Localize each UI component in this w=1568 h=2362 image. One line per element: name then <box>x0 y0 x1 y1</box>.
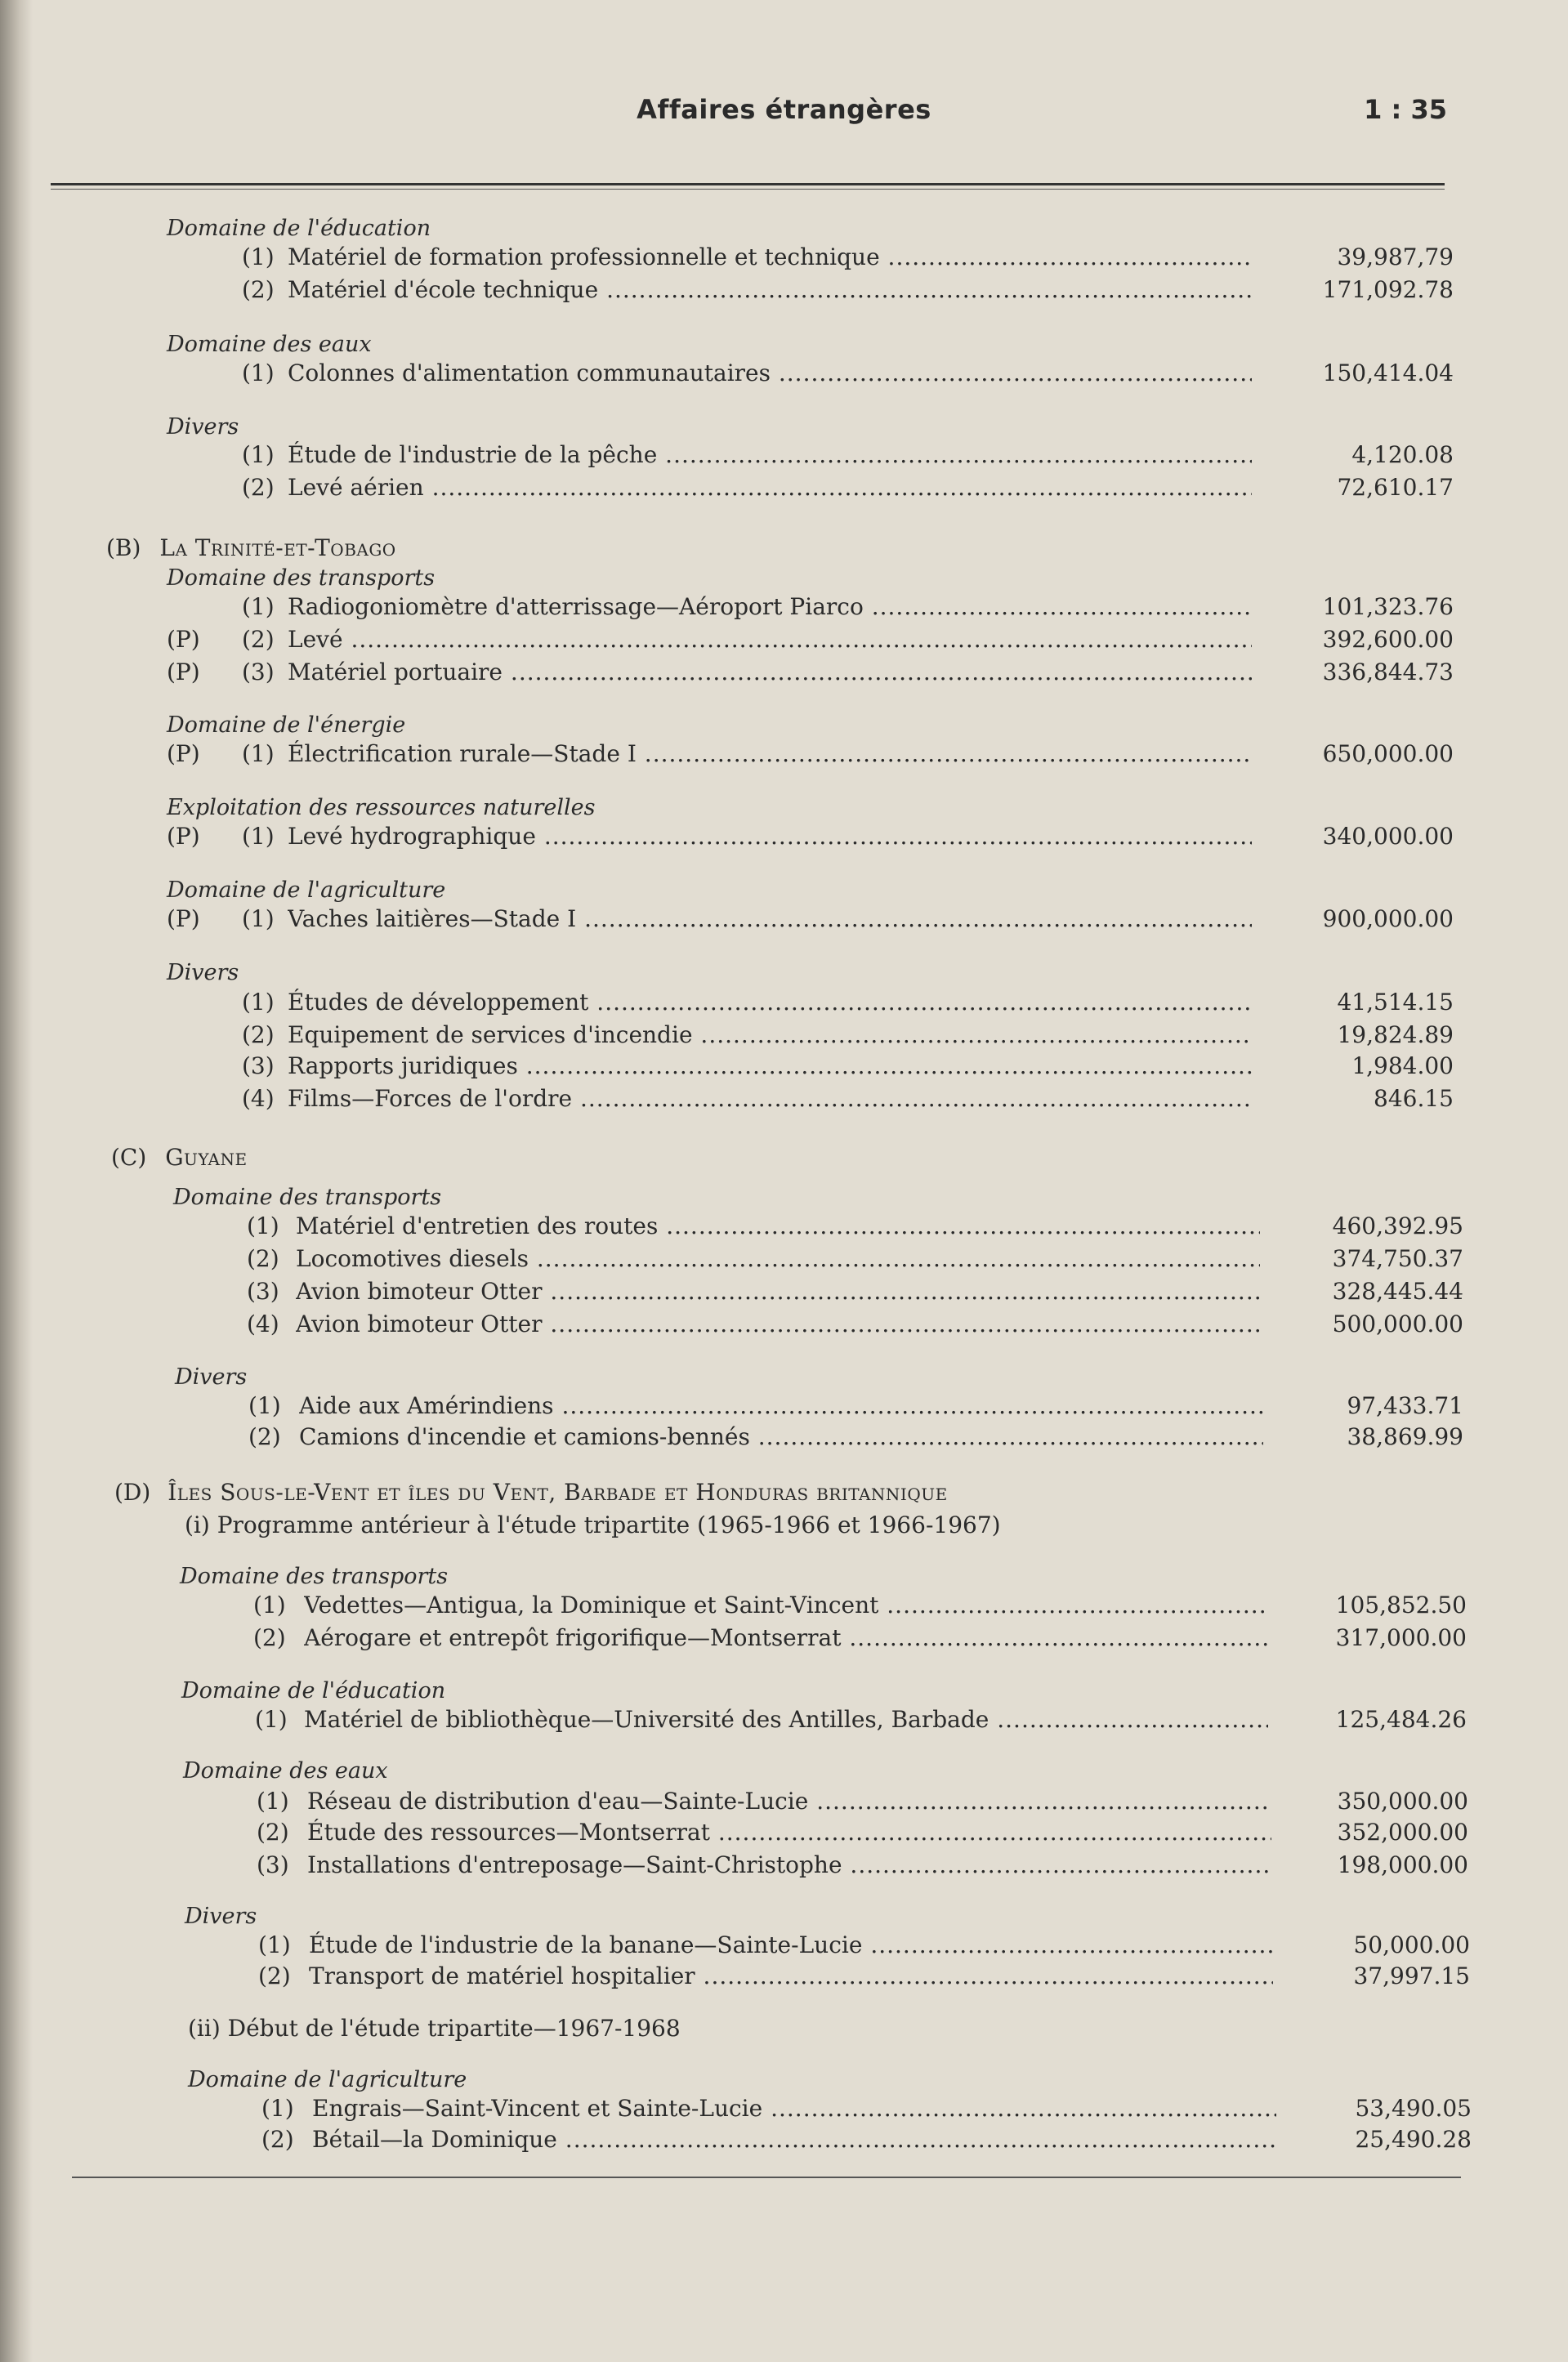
item-tag: (P) <box>167 626 200 653</box>
item-number: (1) <box>242 905 275 932</box>
section-name: Îles Sous-le-Vent et îles du Vent, Barbade et Honduras britannique <box>168 1479 948 1506</box>
section-heading-d <box>114 1477 948 1508</box>
item-number: (1) <box>258 1931 291 1958</box>
item-label: Matériel de bibliothèque—Université des Antilles, Barbade ..... <box>304 1704 1268 1735</box>
item-number: (1) <box>242 823 275 850</box>
item-label: Engrais—Saint-Vincent et Sainte-Lucie ..... <box>312 2093 1276 2124</box>
item-number: (2) <box>248 1423 281 1450</box>
item-amount: 460,392.95 <box>1332 1212 1463 1239</box>
list-item <box>0 657 1568 688</box>
item-label: Avion bimoteur Otter ..... <box>296 1309 1260 1340</box>
item-label: Films—Forces de l'ordre ..... <box>288 1083 1252 1114</box>
item-number: (1) <box>257 1788 289 1815</box>
item-amount: 198,000.00 <box>1337 1851 1468 1878</box>
item-tag: (P) <box>167 905 200 932</box>
category-heading: Domaine de l'agriculture <box>188 2067 467 2092</box>
list-item <box>0 1244 1568 1275</box>
category-heading: Divers <box>185 1904 257 1929</box>
item-amount: 374,750.37 <box>1332 1245 1463 1272</box>
category-heading: Domaine des transports <box>180 1564 449 1589</box>
item-amount: 101,323.76 <box>1322 593 1454 620</box>
item-number: (4) <box>247 1310 279 1337</box>
item-label: Camions d'incendie et camions-bennés ..... <box>299 1422 1263 1453</box>
item-label: Transport de matériel hospitalier ..... <box>309 1961 1273 1992</box>
item-label: Rapports juridiques ..... <box>288 1051 1252 1082</box>
item-amount: 171,092.78 <box>1322 276 1454 303</box>
list-item <box>0 358 1568 389</box>
item-label: Aide aux Amérindiens ..... <box>299 1391 1263 1422</box>
item-amount: 150,414.04 <box>1322 359 1454 386</box>
item-amount: 50,000.00 <box>1353 1931 1470 1958</box>
item-number: (2) <box>257 1819 289 1846</box>
item-number: (2) <box>261 2126 294 2153</box>
item-number: (2) <box>242 626 275 653</box>
section-heading-c <box>111 1142 248 1173</box>
header-rule-thin <box>51 189 1445 190</box>
item-tag: (P) <box>167 659 200 685</box>
page-gutter <box>0 0 33 2362</box>
item-number: (1) <box>248 1392 281 1419</box>
item-amount: 125,484.26 <box>1335 1706 1467 1733</box>
item-label: Réseau de distribution d'eau—Sainte-Lucie ..... <box>307 1786 1271 1817</box>
list-item <box>0 1211 1568 1242</box>
item-label: Étude des ressources—Montserrat ..... <box>307 1817 1271 1848</box>
item-amount: 97,433.71 <box>1347 1392 1463 1419</box>
list-item <box>0 2124 1568 2155</box>
page-number: 1 : 35 <box>1364 94 1447 125</box>
list-item <box>0 275 1568 306</box>
list-item <box>0 1786 1568 1817</box>
item-number: (3) <box>257 1851 289 1878</box>
list-item <box>0 1817 1568 1848</box>
item-amount: 19,824.89 <box>1337 1021 1454 1048</box>
item-number: (1) <box>261 2095 294 2122</box>
item-number: (1) <box>242 359 275 386</box>
item-label: Vedettes—Antigua, la Dominique et Saint-Vincent ..... <box>304 1590 1268 1621</box>
list-item <box>0 440 1568 471</box>
category-heading: Domaine de l'éducation <box>167 216 431 241</box>
list-item <box>0 2093 1568 2124</box>
item-label: Installations d'entreposage—Saint-Christophe ..... <box>307 1850 1271 1881</box>
section-letter: (B) <box>106 534 141 561</box>
item-amount: 53,490.05 <box>1355 2095 1472 2122</box>
item-label: Bétail—la Dominique ..... <box>312 2124 1276 2155</box>
item-label: Levé hydrographique ..... <box>288 821 1252 852</box>
item-number: (1) <box>242 593 275 620</box>
list-item <box>0 1930 1568 1961</box>
item-amount: 317,000.00 <box>1335 1624 1467 1651</box>
item-amount: 38,869.99 <box>1347 1423 1463 1450</box>
item-number: (1) <box>247 1212 279 1239</box>
list-item <box>0 1020 1568 1051</box>
item-amount: 846.15 <box>1374 1085 1454 1112</box>
list-item <box>0 1051 1568 1082</box>
subsection-heading: (i) Programme antérieur à l'étude tripartite (1965-1966 et 1966-1967) <box>185 1511 1001 1538</box>
item-label: Étude de l'industrie de la banane—Sainte-Lucie ..... <box>309 1930 1273 1961</box>
item-amount: 352,000.00 <box>1337 1819 1468 1846</box>
item-amount: 336,844.73 <box>1322 659 1454 685</box>
header-rule <box>51 183 1445 185</box>
item-label: Matériel de formation professionnelle et technique ..... <box>288 242 1252 273</box>
item-label: Matériel portuaire ..... <box>288 657 1252 688</box>
item-number: (1) <box>242 441 275 468</box>
category-heading: Domaine des eaux <box>183 1758 388 1784</box>
item-amount: 500,000.00 <box>1332 1310 1463 1337</box>
list-item <box>0 904 1568 935</box>
item-label: Vaches laitières—Stade I ..... <box>288 904 1252 935</box>
section-name: La Trinité-et-Tobago <box>159 534 396 561</box>
subsection-heading: (ii) Début de l'étude tripartite—1967-1968 <box>188 2015 681 2042</box>
item-number: (1) <box>242 243 275 270</box>
item-label: Colonnes d'alimentation communautaires ..... <box>288 358 1252 389</box>
item-amount: 37,997.15 <box>1353 1962 1470 1989</box>
footer-rule <box>72 2177 1461 2178</box>
item-label: Électrification rurale—Stade I ..... <box>288 739 1252 770</box>
list-item <box>0 1083 1568 1114</box>
item-number: (4) <box>242 1085 275 1112</box>
item-amount: 900,000.00 <box>1322 905 1454 932</box>
item-number: (3) <box>242 1052 275 1079</box>
list-item <box>0 1961 1568 1992</box>
item-number: (3) <box>247 1278 279 1305</box>
item-number: (2) <box>242 1021 275 1048</box>
category-heading: Domaine des transports <box>173 1185 442 1210</box>
item-number: (2) <box>247 1245 279 1272</box>
category-heading: Divers <box>167 414 239 440</box>
list-item <box>0 1704 1568 1735</box>
item-amount: 1,984.00 <box>1351 1052 1454 1079</box>
category-heading: Divers <box>167 960 239 985</box>
item-amount: 392,600.00 <box>1322 626 1454 653</box>
list-item <box>0 624 1568 655</box>
item-number: (1) <box>255 1706 288 1733</box>
section-letter: (C) <box>111 1144 147 1171</box>
item-label: Locomotives diesels ..... <box>296 1244 1260 1275</box>
item-label: Aérogare et entrepôt frigorifique—Montserrat ..... <box>304 1623 1268 1654</box>
item-amount: 41,514.15 <box>1337 989 1454 1016</box>
item-amount: 350,000.00 <box>1337 1788 1468 1815</box>
item-label: Levé ..... <box>288 624 1252 655</box>
list-item <box>0 1422 1568 1453</box>
item-label: Études de développement ..... <box>288 987 1252 1018</box>
category-heading: Domaine de l'énergie <box>167 712 406 738</box>
item-label: Radiogoniomètre d'atterrissage—Aéroport Piarco ..... <box>288 592 1252 623</box>
list-item <box>0 472 1568 503</box>
list-item <box>0 242 1568 273</box>
item-number: (2) <box>242 474 275 501</box>
category-heading: Domaine des eaux <box>167 332 372 357</box>
list-item <box>0 1623 1568 1654</box>
item-number: (2) <box>258 1962 291 1989</box>
section-letter: (D) <box>114 1479 151 1506</box>
list-item <box>0 592 1568 623</box>
category-heading: Exploitation des ressources naturelles <box>167 795 596 820</box>
category-heading: Domaine de l'agriculture <box>167 877 446 903</box>
item-label: Levé aérien ..... <box>288 472 1252 503</box>
list-item <box>0 739 1568 770</box>
item-tag: (P) <box>167 740 200 767</box>
item-amount: 4,120.08 <box>1351 441 1454 468</box>
list-item <box>0 1276 1568 1307</box>
list-item <box>0 821 1568 852</box>
category-heading: Domaine de l'éducation <box>181 1678 446 1703</box>
item-number: (1) <box>242 989 275 1016</box>
list-item <box>0 1850 1568 1881</box>
section-heading-b <box>106 533 396 564</box>
category-heading: Domaine des transports <box>167 565 436 591</box>
item-number: (1) <box>242 740 275 767</box>
section-name: Guyane <box>165 1144 248 1171</box>
item-amount: 72,610.17 <box>1337 474 1454 501</box>
item-label: Matériel d'entretien des routes ..... <box>296 1211 1260 1242</box>
item-amount: 328,445.44 <box>1332 1278 1463 1305</box>
category-heading: Divers <box>175 1364 248 1390</box>
item-amount: 25,490.28 <box>1355 2126 1472 2153</box>
item-number: (1) <box>253 1592 286 1619</box>
list-item <box>0 1391 1568 1422</box>
item-label: Étude de l'industrie de la pêche ..... <box>288 440 1252 471</box>
item-number: (2) <box>242 276 275 303</box>
item-amount: 39,987,79 <box>1337 243 1454 270</box>
item-amount: 340,000.00 <box>1322 823 1454 850</box>
item-label: Avion bimoteur Otter ..... <box>296 1276 1260 1307</box>
page-title: Affaires étrangères <box>637 94 931 125</box>
list-item <box>0 1309 1568 1340</box>
item-amount: 650,000.00 <box>1322 740 1454 767</box>
list-item <box>0 987 1568 1018</box>
item-label: Matériel d'école technique ..... <box>288 275 1252 306</box>
item-number: (2) <box>253 1624 286 1651</box>
item-amount: 105,852.50 <box>1335 1592 1467 1619</box>
item-number: (3) <box>242 659 275 685</box>
item-tag: (P) <box>167 823 200 850</box>
list-item <box>0 1590 1568 1621</box>
item-label: Equipement de services d'incendie ..... <box>288 1020 1252 1051</box>
